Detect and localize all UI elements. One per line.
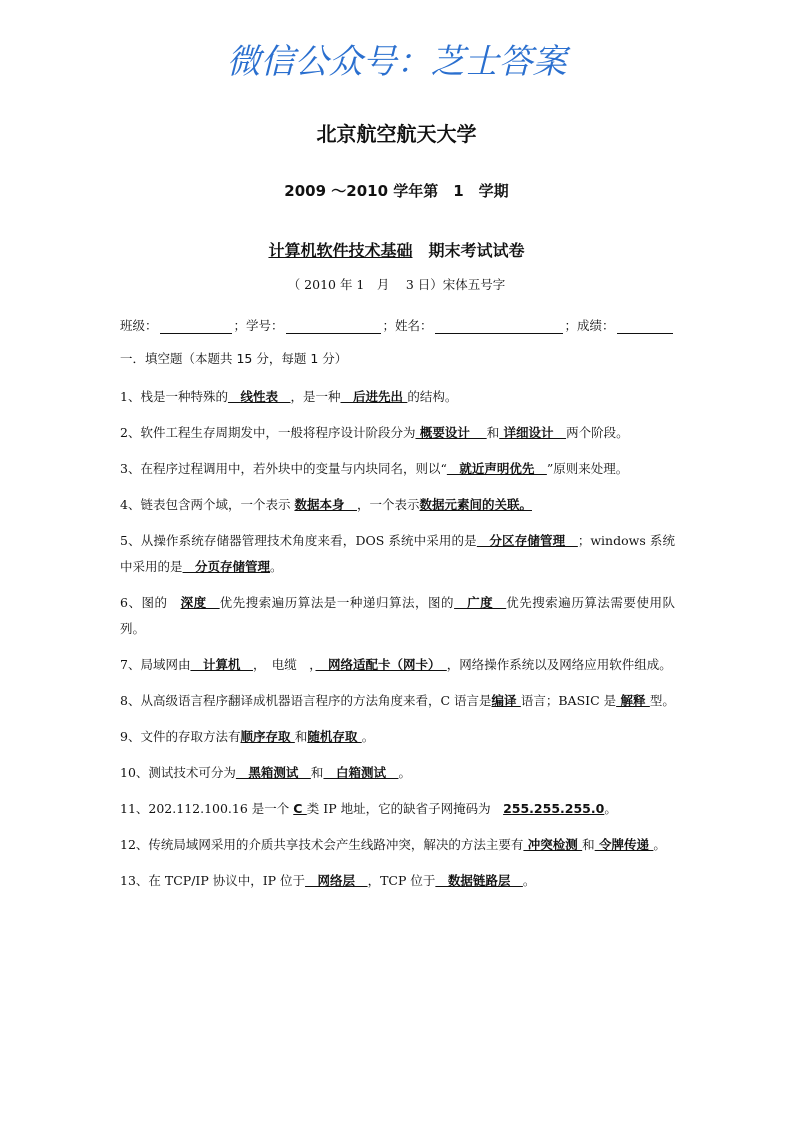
- question-text: ，TCP 位于: [367, 873, 436, 888]
- answer: 编译: [491, 693, 521, 708]
- question-1: [120, 384, 675, 410]
- question-text: 3、在程序过程调用中，若外块中的变量与内块同名，则以“: [120, 461, 447, 476]
- exam-title: [0, 238, 793, 261]
- question-text: ”原则来处理。: [546, 461, 629, 476]
- question-text: ，网络操作系统以及网络应用软件组成。: [446, 657, 672, 672]
- question-6: [120, 590, 675, 642]
- question-text: 和: [582, 837, 595, 852]
- question-text: ，是一种: [290, 389, 341, 404]
- question-text: 13、在 TCP/IP 协议中，IP 位于: [120, 873, 306, 888]
- answer: 解释: [616, 693, 650, 708]
- question-text: 优先搜索遍历算法是一种递归算法，图的: [219, 595, 455, 610]
- answer: 深度: [180, 595, 220, 610]
- id-blank: [286, 321, 381, 334]
- section-title: 一．填空题（本题共 15 分，每题 1 分）: [120, 351, 348, 366]
- question-list: [120, 384, 675, 904]
- question-7: [120, 652, 675, 678]
- answer: 数据链路层: [435, 873, 523, 888]
- term-title: 2009 ～2010 学年第 1 学期: [284, 182, 509, 200]
- question-text: 型。: [649, 693, 675, 708]
- question-text: 12、传统局域网采用的介质共享技术会产生线路冲突，解决的方法主要有: [120, 837, 524, 852]
- question-text: 。: [361, 729, 375, 744]
- exam-suffix: 期末考试试卷: [428, 241, 525, 260]
- university-title: 北京航空航天大学: [316, 122, 477, 146]
- class-label: 班级：: [120, 318, 158, 333]
- question-text: 7、局域网由: [120, 657, 191, 672]
- question-text: 6、图的: [120, 595, 181, 610]
- question-10: [120, 760, 675, 786]
- answer: 数据元素间的关联。: [419, 497, 532, 512]
- id-label: ；学号：: [233, 318, 284, 333]
- question-text: 1、栈是一种特殊的: [120, 389, 228, 404]
- question-text: 。: [270, 559, 283, 574]
- answer: 后进先出: [340, 389, 408, 404]
- answer: 冲突检测: [523, 837, 583, 852]
- question-11: [120, 796, 675, 822]
- answer: 网络适配卡（网卡）: [315, 657, 447, 672]
- question-text: 11、202.112.100.16 是一个: [120, 801, 294, 816]
- question-13: [120, 868, 675, 894]
- question-text: 2、软件工程生存周期发中，一般将程序设计阶段分为: [120, 425, 416, 440]
- score-blank: [617, 321, 673, 334]
- question-text: 10、测试技术可分为: [120, 765, 236, 780]
- answer: 分页存储管理: [182, 559, 271, 574]
- question-9: [120, 724, 675, 750]
- question-text: 8、从高级语言程序翻译成机器语言程序的方法角度来看，C 语言是: [120, 693, 492, 708]
- question-text: 5、从操作系统存储器管理技术角度来看，DOS 系统中采用的是: [120, 533, 477, 548]
- question-text: 两个阶段。: [566, 425, 629, 440]
- student-info: [120, 316, 675, 334]
- answer: 分区存储管理: [476, 533, 578, 548]
- question-2: [120, 420, 675, 446]
- answer: 概要设计: [415, 425, 487, 440]
- question-text: 。: [398, 765, 411, 780]
- watermark: 微信公众号：芝士答案: [226, 42, 567, 82]
- answer: 令牌传递: [594, 837, 654, 852]
- answer: 就近声明优先: [446, 461, 547, 476]
- answer: 线性表: [227, 389, 291, 404]
- class-blank: [160, 321, 232, 334]
- question-text: 类 IP 地址，它的缺省子网掩码为: [306, 801, 504, 816]
- course-name: 计算机软件技术基础: [268, 241, 413, 260]
- question-4: [120, 492, 675, 518]
- answer: 白箱测试: [323, 765, 399, 780]
- answer: 255.255.255.0: [503, 801, 605, 816]
- question-text: 。: [653, 837, 666, 852]
- question-text: 语言；BASIC 是: [520, 693, 617, 708]
- question-text: 9、文件的存取方法有: [120, 729, 241, 744]
- question-8: [120, 688, 675, 714]
- question-5: [120, 528, 675, 580]
- question-text: 。: [604, 801, 617, 816]
- question-3: [120, 456, 675, 482]
- answer: 广度: [454, 595, 507, 610]
- question-text: ；windows 系统中采用的是: [120, 533, 675, 574]
- answer: 网络层: [305, 873, 368, 888]
- question-text: ，一个表示: [356, 497, 420, 512]
- question-text: 4、链表包含两个域，一个表示: [120, 497, 295, 512]
- exam-date: （ 2010 年 1 月 3 日）宋体五号字: [287, 277, 506, 292]
- question-text: 。: [522, 873, 536, 888]
- question-12: [120, 832, 675, 858]
- answer: 计算机: [190, 657, 253, 672]
- answer: 数据本身: [294, 497, 357, 512]
- question-text: ， 电缆 ，: [252, 657, 316, 672]
- name-label: ；姓名：: [382, 318, 433, 333]
- score-label: ；成绩：: [564, 318, 615, 333]
- answer: 黑箱测试: [235, 765, 311, 780]
- question-text: 和: [310, 765, 324, 780]
- question-text: 优先搜索遍历算法需要使用队列。: [120, 595, 675, 636]
- answer: 顺序存取: [240, 729, 295, 744]
- answer: C: [293, 801, 307, 816]
- answer: 随机存取: [307, 729, 362, 744]
- name-blank: [435, 321, 563, 334]
- question-text: 的结构。: [407, 389, 458, 404]
- question-text: 和: [486, 425, 500, 440]
- question-text: 和: [294, 729, 308, 744]
- answer: 详细设计: [499, 425, 567, 440]
